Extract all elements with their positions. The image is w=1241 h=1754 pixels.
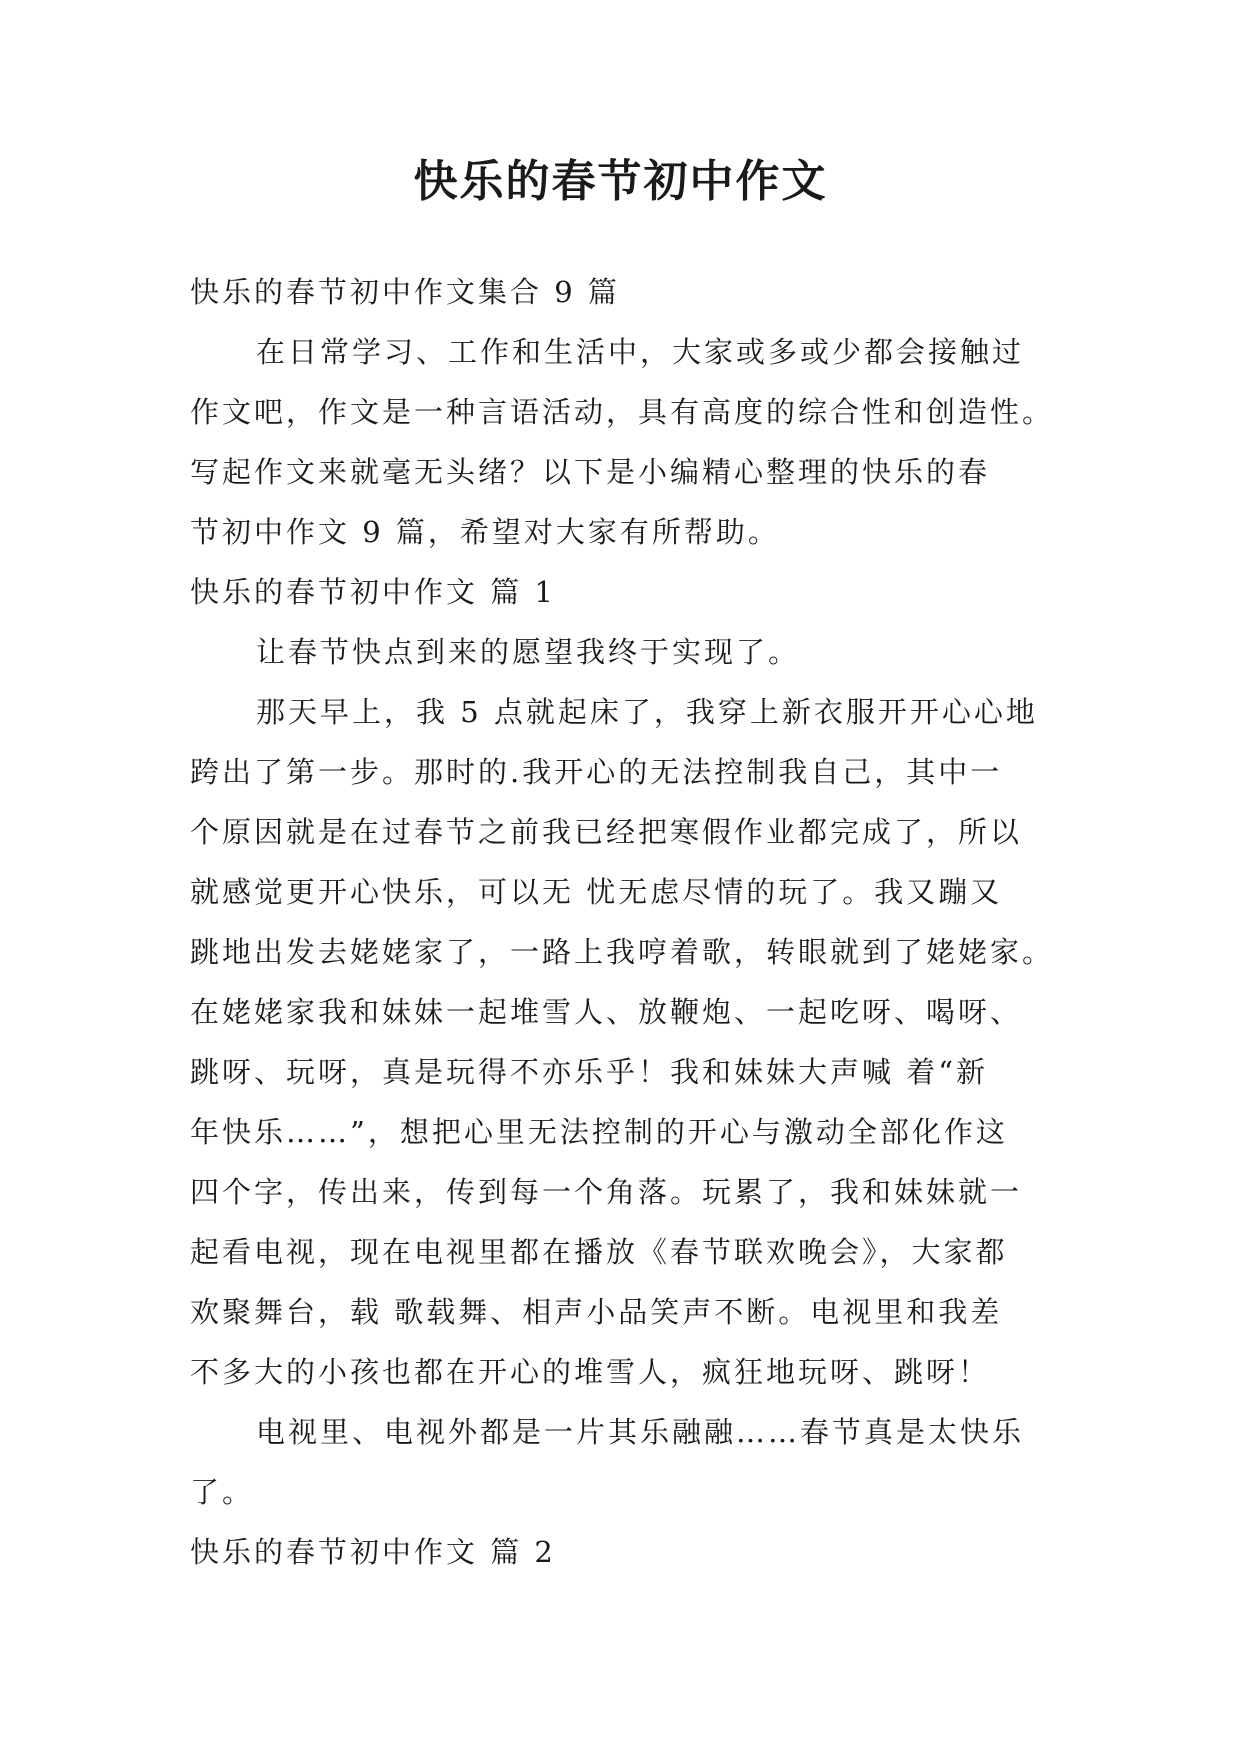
text-line: 了。 [190, 1475, 255, 1509]
text-line: 那天早上，我 5 点就起床了，我穿上新衣服开开心心地 [256, 695, 1038, 729]
document-body [190, 262, 1062, 1582]
text-line: 跨出了第一步。那时的.我开心的无法控制我自己，其中一 [190, 755, 1003, 789]
text-line: 让春节快点到来的愿望我终于实现了。 [256, 635, 801, 669]
text-line: 电视里、电视外都是一片其乐融融……春节真是太快乐 [256, 1415, 1025, 1449]
text-line: 快乐的春节初中作文集合 9 篇 [190, 275, 620, 309]
text-line: 快乐的春节初中作文 篇 1 [190, 575, 556, 609]
text-line: 欢聚舞台，载 歌载舞、相声小品笑声不断。电视里和我差 [190, 1295, 1003, 1329]
document-title: 快乐的春节初中作文 [413, 156, 828, 207]
text-line: 节初中作文 9 篇，希望对大家有所帮助。 [190, 515, 780, 549]
text-line: 写起作文来就毫无头绪？以下是小编精心整理的快乐的春 [190, 455, 991, 489]
text-line: 年快乐……”，想把心里无法控制的开心与激动全部化作这 [190, 1115, 1008, 1149]
text-line: 四个字，传出来，传到每一个角落。玩累了，我和妹妹就一 [190, 1175, 1023, 1209]
text-line: 跳呀、玩呀，真是玩得不亦乐乎！我和妹妹大声喊 着“新 [190, 1055, 989, 1089]
text-line: 个原因就是在过春节之前我已经把寒假作业都完成了，所以 [190, 815, 1023, 849]
text-line: 在姥姥家我和妹妹一起堆雪人、放鞭炮、一起吃呀、喝呀、 [190, 995, 1023, 1029]
text-line: 起看电视，现在电视里都在播放《春节联欢晚会》，大家都 [190, 1235, 1008, 1269]
text-line: 就感觉更开心快乐，可以无 忧无虑尽情的玩了。我又蹦又 [190, 875, 1003, 909]
text-line: 在日常学习、工作和生活中，大家或多或少都会接触过 [256, 335, 1025, 369]
text-line: 作文吧，作文是一种言语活动，具有高度的综合性和创造性。 [190, 395, 1055, 429]
text-line: 快乐的春节初中作文 篇 2 [190, 1535, 556, 1569]
text-line: 不多大的小孩也都在开心的堆雪人，疯狂地玩呀、跳呀！ [190, 1355, 991, 1389]
text-line: 跳地出发去姥姥家了，一路上我哼着歌，转眼就到了姥姥家。 [190, 935, 1055, 969]
